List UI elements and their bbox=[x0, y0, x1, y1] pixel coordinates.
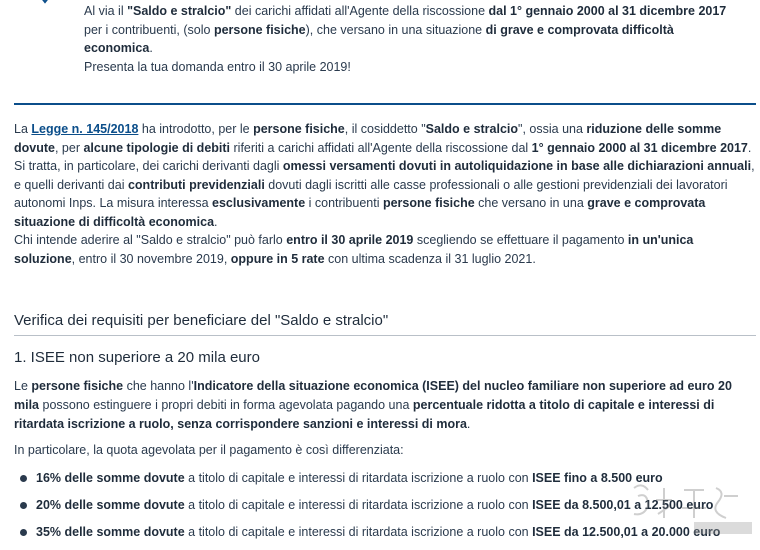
subsection-title: 1. ISEE non superiore a 20 mila euro bbox=[14, 349, 260, 366]
list-item: 20% delle somme dovute a titolo di capitale e interessi di ritardata iscrizione a ruolo con ISEE da 8.500,01 a 12.500 euro bbox=[14, 496, 756, 523]
intro-paragraph: Al via il "Saldo e stralcio" dei carichi affidati all'Agente della riscossione dal 1° gennaio 2000 al 31 dicembre 2017 per i contribuenti, (solo persone fisiche), che versano in una situazione di grave e comprovata difficoltà economica. Presenta la tua domanda entro il 30 aprile 2019! bbox=[84, 4, 727, 74]
watermark-logo bbox=[624, 478, 754, 538]
bullet-icon bbox=[20, 475, 27, 482]
quota-intro: In particolare, la quota agevolata per il pagamento è così differenziata: bbox=[14, 443, 404, 457]
legge-link[interactable]: Legge n. 145/2018 bbox=[31, 122, 139, 136]
title-divider bbox=[14, 335, 756, 336]
bullet-icon bbox=[20, 502, 27, 509]
list-item: 35% delle somme dovute a titolo di capitale e interessi di ritardata iscrizione a ruolo con ISEE da 12.500,01 a 20.000 euro bbox=[14, 523, 756, 550]
chevron-icon bbox=[40, 0, 50, 4]
section-divider bbox=[14, 103, 756, 105]
list-item: 16% delle somme dovute a titolo di capitale e interessi di ritardata iscrizione a ruolo con ISEE fino a 8.500 euro bbox=[14, 469, 756, 496]
main-paragraph: La Legge n. 145/2018 ha introdotto, per le persone fisiche, il cosiddetto "Saldo e stralcio", ossia una riduzione delle somme dovute, per alcune tipologie di debiti riferiti a carichi affidati all'Agente della riscossione dal 1° gennaio 2000 al 31 dicembre 2017. Si tratta, in particolare, dei carichi derivanti dagli omessi versamenti dovuti in autoliquidazione in base alle dichiarazioni annuali, e quelli derivanti dai contributi previdenziali dovuti dagli iscritti alle casse professionali o alle gestioni previdenziali dei lavoratori autonomi Inps. La misura interessa esclusivamente i contribuenti persone fisiche che versano in una grave e comprovata situazione di difficoltà economica. Chi intende aderire al "Saldo e stralcio" può farlo entro il 30 aprile 2019 scegliendo se effettuare il pagamento in un'unica soluzione, entro il 30 novembre 2019, oppure in 5 rate con ultima scadenza il 31 luglio 2021. bbox=[14, 122, 755, 266]
isee-paragraph: Le persone fisiche che hanno l'Indicatore della situazione economica (ISEE) del nucleo familiare non superiore ad euro 20 mila possono estinguere i propri debiti in forma agevolata pagando una percentuale ridotta a titolo di capitale e interessi di ritardata iscrizione a ruolo, senza corrispondere sanzioni e interessi di mora. bbox=[14, 379, 732, 431]
intro-deadline: Presenta la tua domanda entro il 30 aprile 2019! bbox=[84, 59, 351, 74]
section-title: Verifica dei requisiti per beneficiare del "Saldo e stralcio" bbox=[14, 312, 389, 329]
bullet-icon bbox=[20, 529, 27, 536]
